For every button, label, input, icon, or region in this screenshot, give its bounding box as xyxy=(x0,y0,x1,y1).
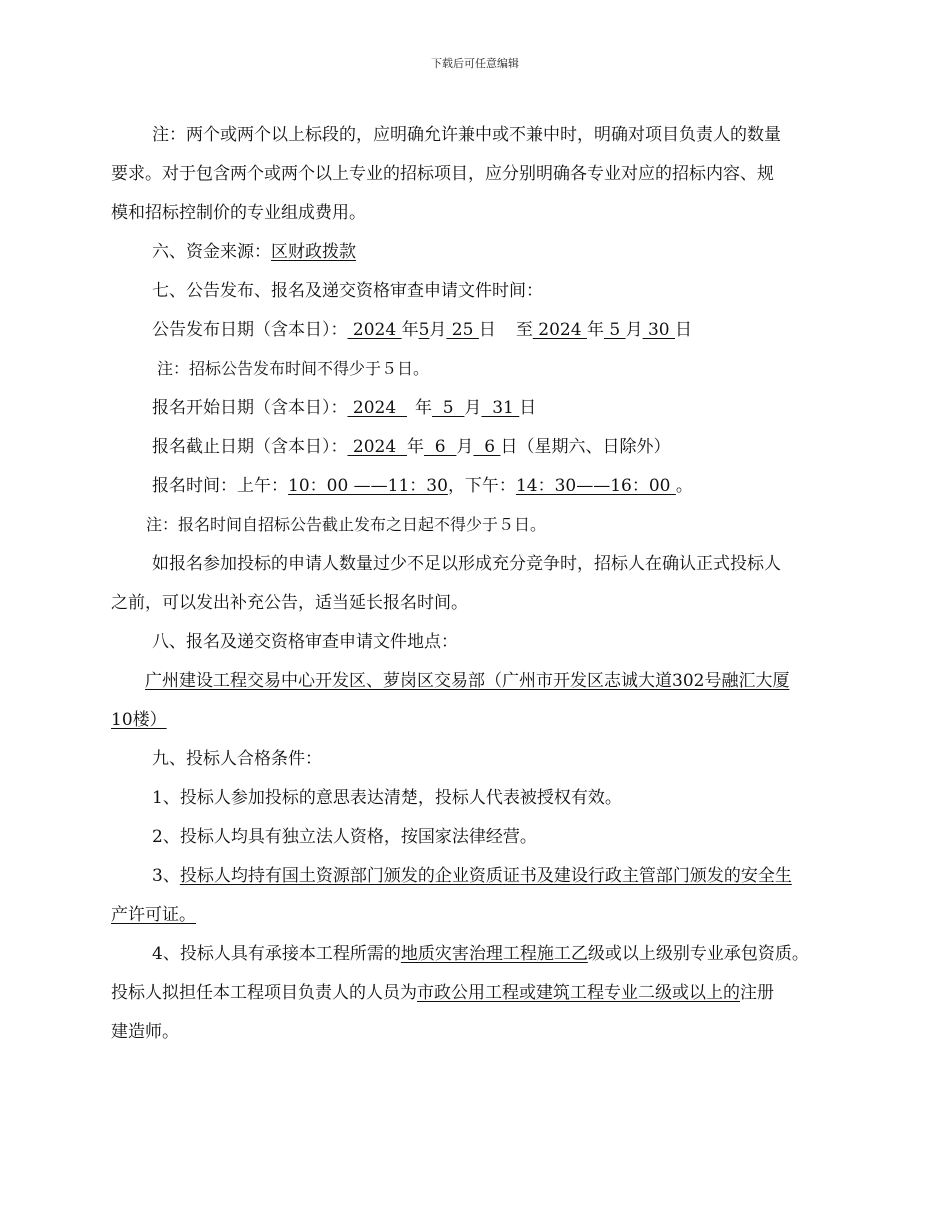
year-char: 年 xyxy=(406,437,424,457)
condition-2: 2、投标人均具有独立法人资格，按国家法律经营。 xyxy=(152,827,537,847)
reg-end-label: 报名截止日期（含本日）： xyxy=(152,437,348,457)
month-char: 月 xyxy=(625,320,643,340)
condition-4-line-1 xyxy=(152,943,809,965)
reg-end-month: 6 xyxy=(423,437,457,457)
reg-start-label: 报名开始日期（含本日）： xyxy=(152,398,348,418)
day-char: 日 xyxy=(675,320,693,340)
condition-4-manager-post: 注册 xyxy=(740,983,774,1003)
day-char: 日 xyxy=(519,398,537,418)
reg-time-pm: 14：30——16：00 xyxy=(515,476,676,496)
reg-end-day: 6 xyxy=(473,437,501,457)
reg-start-month: 5 xyxy=(431,398,465,418)
reg-time-label: 报名时间：上午： xyxy=(152,476,288,496)
condition-4-manager-qualification: 市政公用工程或建筑工程专业二级或以上的 xyxy=(417,983,740,1003)
year-char: 年 xyxy=(401,320,419,340)
month-char: 月 xyxy=(456,437,474,457)
condition-4-manager-pre: 投标人拟担任本工程项目负责人的人员为 xyxy=(111,983,417,1003)
location-line-2: 10楼） xyxy=(111,710,167,730)
year-char: 年 xyxy=(414,398,432,418)
condition-4-post: 级或以上级别专业承包资质。 xyxy=(587,944,809,964)
reg-time-am: 10：00 ——11：30 xyxy=(288,476,448,496)
funding-value: 区财政拨款 xyxy=(271,242,356,262)
reg-end-line xyxy=(152,436,670,458)
reg-end-year: 2024 xyxy=(347,437,407,457)
condition-3-line-2: 产许可证。 xyxy=(111,905,196,925)
condition-3-text: 投标人均持有国土资源部门颁发的企业资质证书及建设行政主管部门颁发的安全生 xyxy=(179,866,792,886)
month-char: 月 xyxy=(429,320,447,340)
announce-end-year: 2024 xyxy=(532,320,587,340)
day-char: 日 xyxy=(478,320,496,340)
reg-start-day: 31 xyxy=(481,398,520,418)
note-line-1: 注：两个或两个以上标段的，应明确允许兼中或不兼中时，明确对项目负责人的数量 xyxy=(152,125,781,145)
announce-start-day: 25 xyxy=(446,320,479,340)
reg-start-year: 2024 xyxy=(347,398,407,418)
section-8-title: 八、报名及递交资格审查申请文件地点： xyxy=(152,632,458,652)
condition-3-line-1 xyxy=(152,865,792,887)
funding-line xyxy=(152,241,356,263)
section-9-title: 九、投标人合格条件： xyxy=(152,749,322,769)
supplement-line-2: 之前，可以发出补充公告，适当延长报名时间。 xyxy=(111,593,468,613)
condition-3-number: 3、 xyxy=(152,866,180,886)
reg-start-line xyxy=(152,397,536,419)
page-header: 下载后可任意编辑 xyxy=(431,57,519,70)
announce-end-month: 5 xyxy=(603,320,626,340)
note-line-3: 模和招标控制价的专业组成费用。 xyxy=(111,203,366,223)
funding-label: 六、资金来源： xyxy=(152,242,271,262)
announce-start-year: 2024 xyxy=(347,320,402,340)
reg-time-line xyxy=(152,475,693,497)
condition-4-pre: 4、投标人具有承接本工程所需的 xyxy=(152,944,401,964)
day-char: 日（星期六、日除外） xyxy=(500,437,671,457)
note-line-2: 要求。对于包含两个或两个以上专业的招标项目，应分别明确各专业对应的招标内容、规 xyxy=(111,164,774,184)
announce-date-line xyxy=(152,319,692,341)
supplement-line-1: 如报名参加投标的申请人数量过少不足以形成充分竞争时，招标人在确认正式投标人 xyxy=(152,554,781,574)
period: 。 xyxy=(675,476,693,496)
condition-4-qualification: 地质灾害治理工程施工乙 xyxy=(400,944,588,964)
announce-end-day: 30 xyxy=(642,320,676,340)
to-char: 至 xyxy=(515,320,533,340)
condition-4-line-3: 建造师。 xyxy=(111,1022,179,1042)
announce-start-month: 5 xyxy=(418,320,430,340)
location-line-1: 广州建设工程交易中心开发区、萝岗区交易部（广州市开发区志诚大道302号融汇大厦 xyxy=(145,671,790,691)
condition-1: 1、投标人参加投标的意思表达清楚，投标人代表被授权有效。 xyxy=(152,788,622,808)
reg-time-note: 注：报名时间自招标公告截止发布之日起不得少于５日。 xyxy=(146,515,547,534)
condition-4-line-2 xyxy=(111,982,774,1004)
year-char: 年 xyxy=(586,320,604,340)
announce-note: 注：招标公告发布时间不得少于５日。 xyxy=(157,359,430,378)
announce-label: 公告发布日期（含本日）： xyxy=(152,320,348,340)
reg-time-pm-label: ，下午： xyxy=(447,476,516,496)
section-7-title: 七、公告发布、报名及递交资格审查申请文件时间： xyxy=(152,281,543,301)
month-char: 月 xyxy=(464,398,482,418)
